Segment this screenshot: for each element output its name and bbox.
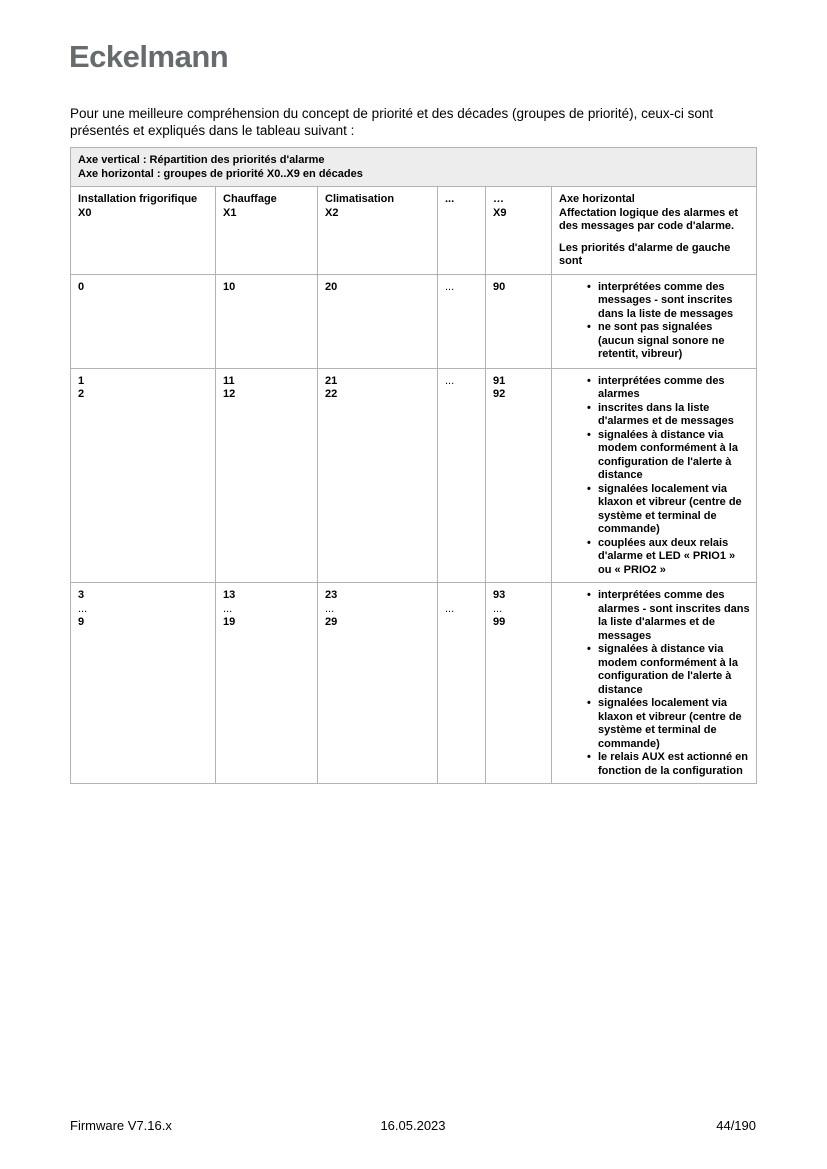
alarm-description-list: [559, 375, 750, 578]
priority-code-cell: [486, 274, 552, 368]
priority-code-line: 9: [78, 616, 85, 628]
priority-code-line: 19: [223, 616, 236, 628]
column-header-line: X1: [223, 206, 237, 219]
priority-code-line: 91: [493, 374, 506, 387]
column-header-1: [216, 187, 318, 275]
priority-code-line: ...: [223, 602, 233, 615]
priority-code-line: 2: [78, 388, 85, 400]
alarm-description-cell: [552, 274, 757, 368]
alarm-description-list: [559, 281, 750, 362]
priority-code-cell: [486, 583, 552, 784]
footer-date: 16.05.2023: [380, 1118, 446, 1133]
priority-code-line: ...: [325, 602, 335, 615]
priority-code-cell: [71, 368, 216, 583]
priority-code-line: ...: [445, 602, 455, 615]
priority-decades-table: [70, 147, 757, 784]
caption-line-vertical-axis: Axe vertical : Répartition des priorités d'alarme: [78, 154, 325, 166]
intro-paragraph: Pour une meilleure compréhension du concept de priorité et des décades (groupes de priorité), ceux-ci sont présentés et expliqués dans le tableau suivant :: [70, 106, 714, 138]
priority-code-line: ...: [493, 602, 503, 615]
priority-code-cell: [318, 583, 438, 784]
priority-code-line: 99: [493, 616, 506, 628]
priority-code-cell: [216, 368, 318, 583]
column-header-line: X9: [493, 206, 507, 219]
priority-code-line: ...: [445, 280, 455, 293]
column-header-line: X0: [78, 206, 92, 219]
priority-code-line: 13: [223, 589, 236, 601]
priority-code-line: 92: [493, 388, 506, 400]
axis-description-text: Axe horizontal Affectation logique des alarmes et des messages par code d'alarme.: [559, 193, 739, 232]
footer-firmware-version: Firmware V7.16.x: [70, 1118, 172, 1133]
column-header-line: [445, 207, 479, 221]
priority-code-cell: [486, 368, 552, 583]
alarm-description-item: • signalées localement via klaxon et vibreur (centre de système et terminal de commande): [587, 697, 750, 751]
priority-code-line: ...: [78, 602, 88, 615]
alarm-description-item: • interprétées comme des messages - sont inscrites dans la liste de messages: [587, 281, 750, 322]
alarm-description-item: • signalées à distance via modem conformément à la configuration de l'alerte à distance: [587, 429, 750, 483]
alarm-description-item: • couplées aux deux relais d'alarme et LED « PRIO1 » ou « PRIO2 »: [587, 537, 750, 578]
priority-code-line: 10: [223, 280, 236, 293]
priority-code-line: 29: [325, 616, 338, 628]
axis-description-note: Les priorités d'alarme de gauche sont: [559, 241, 731, 267]
column-header-3: [438, 187, 486, 275]
table-row: [71, 368, 757, 583]
footer-page-number: 44/190: [716, 1118, 756, 1133]
priority-code-cell: [71, 583, 216, 784]
priority-code-cell: [318, 368, 438, 583]
caption-line-horizontal-axis: Axe horizontal : groupes de priorité X0..X9 en décades: [78, 167, 363, 180]
alarm-description-item: • ne sont pas signalées (aucun signal sonore ne retentit, vibreur): [587, 321, 750, 362]
table-caption: [71, 148, 757, 187]
priority-code-line: 21: [325, 374, 338, 387]
column-header-axis-description: [552, 187, 757, 275]
priority-code-line: 12: [223, 388, 236, 400]
priority-code-line: [445, 589, 479, 603]
priority-code-line: 22: [325, 388, 338, 400]
column-header-2: [318, 187, 438, 275]
priority-code-cell: [71, 274, 216, 368]
priority-code-cell: [438, 583, 486, 784]
column-header-line: ...: [445, 193, 455, 205]
column-header-line: Installation frigorifique: [78, 193, 198, 205]
column-header-line: X2: [325, 206, 339, 219]
table-row: [71, 583, 757, 784]
priority-code-line: 90: [493, 280, 506, 293]
eckelmann-logo: Eckelmann: [69, 39, 229, 74]
priority-code-line: 23: [325, 589, 338, 601]
alarm-description-item: • le relais AUX est actionné en fonction de la configuration: [587, 751, 750, 778]
priority-code-cell: [438, 368, 486, 583]
priority-code-line: 3: [78, 589, 85, 601]
alarm-description-cell: [552, 368, 757, 583]
priority-code-cell: [216, 274, 318, 368]
table-caption-row: [71, 148, 757, 187]
priority-code-cell: [438, 274, 486, 368]
priority-code-line: 20: [325, 280, 338, 293]
priority-code-line: 0: [78, 280, 85, 293]
priority-code-cell: [318, 274, 438, 368]
alarm-description-item: • interprétées comme des alarmes: [587, 375, 750, 402]
alarm-description-item: • signalées à distance via modem conformément à la configuration de l'alerte à distance: [587, 643, 750, 697]
column-header-4: [486, 187, 552, 275]
priority-code-line: 93: [493, 589, 506, 601]
column-header-line: Climatisation: [325, 193, 395, 205]
priority-code-cell: [216, 583, 318, 784]
column-header-row: [71, 187, 757, 275]
alarm-description-item: • signalées localement via klaxon et vibreur (centre de système et terminal de commande): [587, 483, 750, 537]
priority-code-line: 1: [78, 374, 85, 387]
column-header-0: [71, 187, 216, 275]
table-row: [71, 274, 757, 368]
alarm-description-item: • interprétées comme des alarmes - sont inscrites dans la liste d'alarmes et de messages: [587, 589, 750, 643]
column-header-line: Chauffage: [223, 193, 277, 205]
alarm-description-cell: [552, 583, 757, 784]
priority-code-line: 11: [223, 374, 235, 387]
alarm-description-item: • inscrites dans la liste d'alarmes et de messages: [587, 402, 750, 429]
alarm-description-list: [559, 589, 750, 778]
column-header-line: …: [493, 193, 504, 205]
priority-code-line: ...: [445, 374, 455, 387]
